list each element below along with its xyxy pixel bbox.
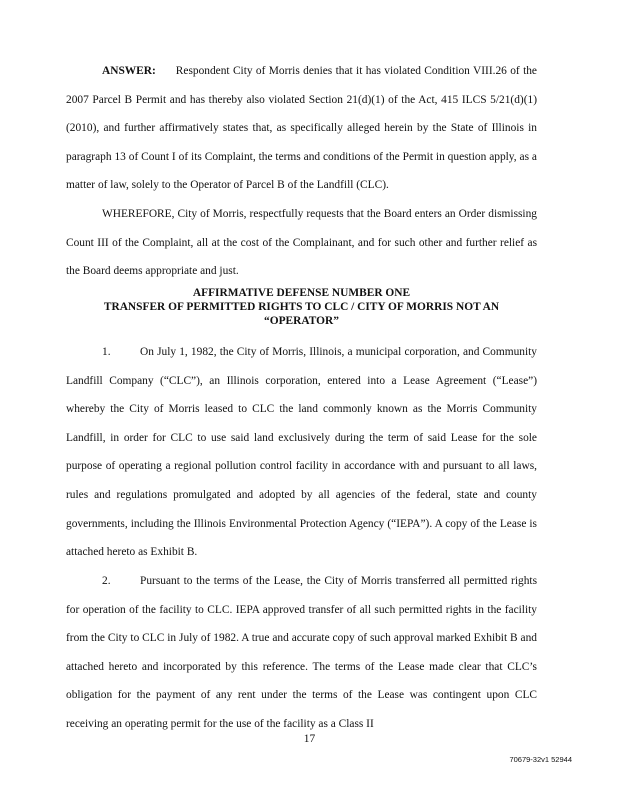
- heading-line-1: AFFIRMATIVE DEFENSE NUMBER ONE: [192, 287, 411, 299]
- numbered-paragraph-2: [66, 567, 537, 739]
- paragraph-number: 1.: [102, 346, 111, 358]
- heading-line-2: TRANSFER OF PERMITTED RIGHTS TO CLC / CITY OF MORRIS NOT AN: [103, 301, 500, 313]
- paragraph-text: Pursuant to the terms of the Lease, the City of Morris transferred all permitted rights for operation of the facility to CLC. IEPA approved transfer of all such permitted rights in the facility from the City to CLC in July of 1982. A true and accurate copy of such approval marked Exhibit B and attached hereto and incorporated by this reference. The terms of the Lease made clear that CLC’s obligation for the payment of any rent under the terms of the Lease was contingent upon CLC receiving an operating permit for the use of the facility as a Class II: [66, 575, 537, 730]
- answer-text: Respondent City of Morris denies that it has violated Condition VIII.26 of the 2007 Parcel B Permit and has thereby also violated Section 21(d)(1) of the Act, 415 ILCS 5/21(d)(1) (2010), and further affirmatively states that, as specifically alleged herein by the State of Illinois in paragraph 13 of Count I of its Complaint, the terms and conditions of the Permit in question apply, as a matter of law, solely to the Operator of Parcel B of the Landfill (CLC).: [66, 65, 537, 192]
- answer-label: ANSWER:: [102, 65, 156, 77]
- document-id: 70679-32v1 52944: [509, 755, 572, 764]
- wherefore-paragraph: WHEREFORE, City of Morris, respectfully requests that the Board enters an Order dismissing Count III of the Complaint, all at the cost of the Complainant, and for such other and further relief as the Board deems appropriate and just.: [66, 208, 537, 278]
- heading-line-3: “OPERATOR”: [264, 315, 339, 327]
- paragraph-number: 2.: [102, 575, 111, 587]
- section-heading: [66, 286, 537, 328]
- page-number: 17: [303, 733, 316, 745]
- numbered-paragraph-1: [66, 338, 537, 567]
- answer-paragraph: [66, 57, 537, 200]
- paragraph-text: On July 1, 1982, the City of Morris, Illinois, a municipal corporation, and Community Landfill Company (“CLC”), an Illinois corporation, entered into a Lease Agreement (“Lease”) whereby the City of Morris leased to CLC the land commonly known as the Morris Community Landfill, in order for CLC to use said land exclusively during the term of said Lease for the sole purpose of operating a regional pollution control facility in accordance with and pursuant to all laws, rules and regulations promulgated and adopted by all agencies of the federal, state and county governments, including the Illinois Environmental Protection Agency (“IEPA”). A copy of the Lease is attached hereto as Exhibit B.: [66, 346, 537, 559]
